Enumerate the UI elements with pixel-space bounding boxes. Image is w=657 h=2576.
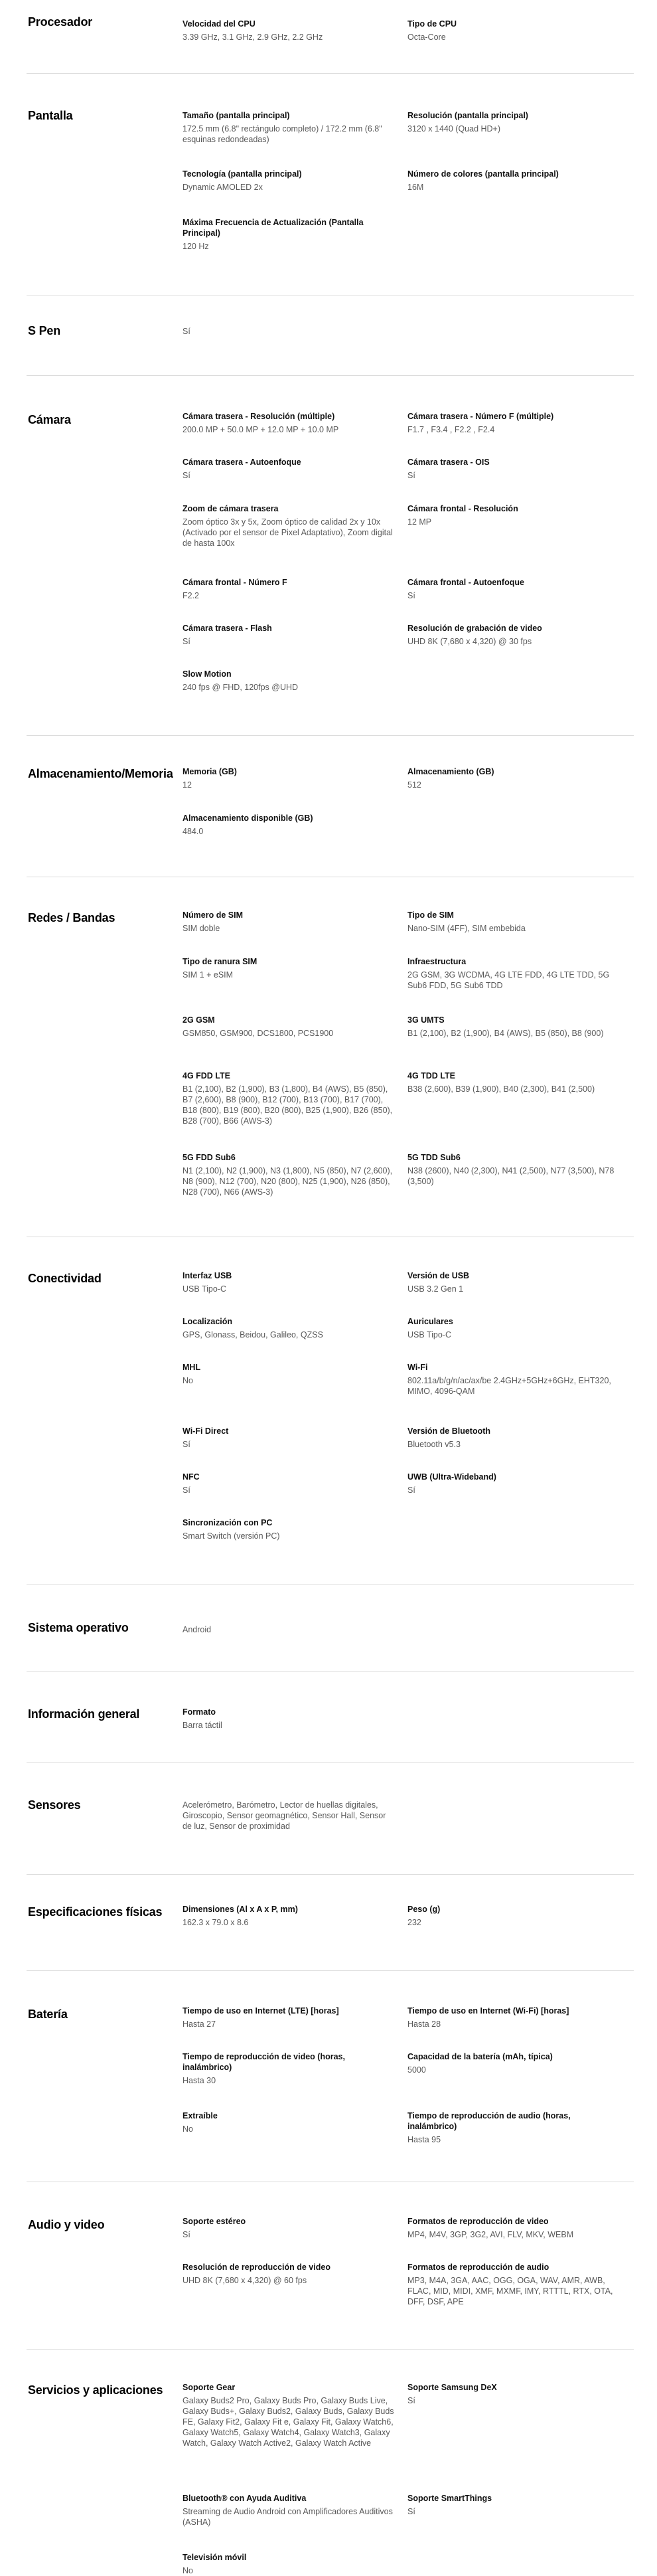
spec-item — [407, 169, 620, 193]
spec-value: 3.39 GHz, 3.1 GHz, 2.9 GHz, 2.2 GHz — [183, 33, 323, 42]
section-title: Almacenamiento/Memoria — [28, 767, 173, 780]
spec-label: Almacenamiento disponible (GB) — [183, 814, 313, 823]
section-title: S Pen — [28, 324, 61, 337]
section-title: Procesador — [28, 15, 93, 29]
spec-label: Tipo de CPU — [407, 19, 457, 29]
spec-item — [183, 1362, 395, 1386]
spec-item — [407, 1362, 620, 1397]
spec-item — [407, 2493, 620, 2517]
spec-item — [183, 2110, 395, 2134]
spec-value: Barra táctil — [183, 1721, 222, 1730]
spec-item — [407, 1071, 620, 1094]
spec-value: USB Tipo-C — [407, 1330, 451, 1339]
spec-label: Cámara frontal - Resolución — [407, 504, 518, 513]
spec-label: Extraíble — [183, 2111, 218, 2120]
spec-value: 3120 x 1440 (Quad HD+) — [407, 124, 501, 133]
section-title: Pantalla — [28, 109, 73, 122]
spec-item — [183, 1517, 395, 1541]
spec-label: Localización — [183, 1317, 233, 1326]
spec-label: Almacenamiento (GB) — [407, 767, 494, 776]
spec-item — [407, 2051, 620, 2075]
spec-item — [183, 910, 395, 934]
spec-item — [183, 956, 395, 980]
section-divider — [27, 1671, 634, 1672]
section-title: Información general — [28, 1707, 140, 1721]
spec-item — [183, 766, 395, 790]
section-title: Especificaciones físicas — [28, 1905, 163, 1919]
spec-label: Formato — [183, 1707, 216, 1717]
spec-value: Sí — [407, 1486, 415, 1495]
spec-item — [183, 1152, 395, 1197]
spec-value: F2.2 — [183, 591, 200, 600]
spec-item — [183, 2493, 395, 2528]
spec-item — [407, 577, 620, 601]
spec-value: B38 (2,600), B39 (1,900), B40 (2,300), B41 (2,500) — [407, 1084, 595, 1094]
spec-value: F1.7 , F3.4 , F2.2 , F2.4 — [407, 425, 495, 434]
section-title: Audio y video — [28, 2218, 105, 2231]
spec-item — [407, 1426, 620, 1450]
spec-item — [407, 2110, 620, 2145]
spec-item — [183, 2006, 395, 2029]
section-divider — [27, 73, 634, 74]
spec-item — [183, 2051, 395, 2086]
spec-value: USB 3.2 Gen 1 — [407, 1284, 464, 1294]
spec-item — [183, 2262, 395, 2286]
spec-label: Resolución de grabación de video — [407, 624, 542, 633]
spec-value: 172.5 mm (6.8" rectángulo completo) / 172.2 mm (6.8" esquinas redondeadas) — [183, 124, 382, 144]
spec-label: 4G TDD LTE — [407, 1071, 455, 1080]
spec-value: USB Tipo-C — [183, 1284, 226, 1294]
spec-value: GPS, Glonass, Beidou, Galileo, QZSS — [183, 1330, 323, 1339]
spec-item — [407, 1152, 620, 1187]
spec-value: 484.0 — [183, 827, 204, 836]
spec-value: Sí — [183, 637, 190, 646]
spec-label: Soporte SmartThings — [407, 2494, 492, 2503]
spec-label: Velocidad del CPU — [183, 19, 256, 29]
spec-value: Sí — [407, 2396, 415, 2405]
spec-label: Soporte estéreo — [183, 2217, 246, 2226]
spec-label: Bluetooth® con Ayuda Auditiva — [183, 2494, 307, 2503]
spec-label: Máxima Frecuencia de Actualización (Pantalla Principal) — [183, 218, 364, 238]
spec-label: Formatos de reproducción de video — [407, 2217, 549, 2226]
spec-item — [183, 169, 395, 193]
spec-item — [407, 1904, 620, 1928]
spec-item — [407, 766, 620, 790]
spec-label: Cámara trasera - Autoenfoque — [183, 458, 301, 467]
spec-value: Dynamic AMOLED 2x — [183, 183, 263, 192]
spec-value: Sí — [183, 471, 190, 480]
spec-value: Octa-Core — [407, 33, 446, 42]
section-divider — [27, 1762, 634, 1763]
spec-item — [407, 910, 620, 934]
spec-item — [183, 1904, 395, 1928]
spec-label: Soporte Gear — [183, 2383, 236, 2392]
spec-item — [407, 19, 620, 43]
section-title: Cámara — [28, 413, 71, 426]
spec-value: 16M — [407, 183, 424, 192]
spec-value: No — [183, 1376, 193, 1385]
spec-item — [183, 1800, 395, 1832]
spec-item — [183, 813, 395, 837]
spec-item — [183, 2216, 395, 2240]
spec-label: Peso (g) — [407, 1905, 441, 1914]
spec-label: Cámara frontal - Autoenfoque — [407, 578, 524, 587]
spec-label: Número de SIM — [183, 910, 243, 920]
spec-label: Versión de USB — [407, 1271, 470, 1280]
spec-label: Tipo de SIM — [407, 910, 454, 920]
spec-item — [183, 326, 395, 337]
spec-item — [407, 1270, 620, 1294]
spec-value: 2G GSM, 3G WCDMA, 4G LTE FDD, 4G LTE TDD, 5G Sub6 FDD, 5G Sub6 TDD — [407, 970, 610, 990]
spec-value: Zoom óptico 3x y 5x, Zoom óptico de calidad 2x y 10x (Activado por el sensor de Pixel Adaptativo), Zoom digital de hasta 100x — [183, 517, 393, 548]
spec-value: N38 (2600), N40 (2,300), N41 (2,500), N77 (3,500), N78 (3,500) — [407, 1166, 615, 1186]
spec-value: Hasta 30 — [183, 2076, 216, 2085]
spec-item — [183, 503, 395, 549]
spec-label: Soporte Samsung DeX — [407, 2383, 497, 2392]
spec-label: NFC — [183, 1472, 200, 1482]
spec-item — [407, 503, 620, 527]
spec-label: Wi-Fi Direct — [183, 1426, 229, 1436]
spec-label: Cámara trasera - Número F (múltiple) — [407, 412, 554, 421]
spec-item — [183, 1426, 395, 1450]
section-title: Conectividad — [28, 1272, 102, 1285]
spec-value: Sí — [183, 2230, 190, 2239]
spec-item — [183, 1707, 395, 1731]
spec-value: 162.3 x 79.0 x 8.6 — [183, 1918, 249, 1927]
spec-value: N1 (2,100), N2 (1,900), N3 (1,800), N5 (850), N7 (2,600), N8 (900), N12 (700), N20 (800), N25 (1,900), N26 (850), N28 (700), N66 (AWS-3) — [183, 1166, 393, 1197]
spec-value: 232 — [407, 1918, 421, 1927]
spec-label: Número de colores (pantalla principal) — [407, 169, 559, 179]
spec-value: Bluetooth v5.3 — [407, 1440, 461, 1449]
spec-item — [407, 457, 620, 481]
spec-label: Dimensiones (Al x A x P, mm) — [183, 1905, 298, 1914]
section-title: Redes / Bandas — [28, 911, 115, 924]
spec-value: 200.0 MP + 50.0 MP + 12.0 MP + 10.0 MP — [183, 425, 339, 434]
spec-label: Tecnología (pantalla principal) — [183, 169, 302, 179]
spec-label: Slow Motion — [183, 669, 232, 679]
spec-label: Cámara trasera - OIS — [407, 458, 490, 467]
spec-label: Resolución (pantalla principal) — [407, 111, 528, 120]
spec-label: 4G FDD LTE — [183, 1071, 230, 1080]
spec-item — [183, 577, 395, 601]
spec-item — [407, 2382, 620, 2406]
spec-value: UHD 8K (7,680 x 4,320) @ 30 fps — [407, 637, 532, 646]
spec-item — [183, 2552, 395, 2576]
section-title: Sistema operativo — [28, 1621, 129, 1634]
spec-value: B1 (2,100), B2 (1,900), B3 (1,800), B4 (AWS), B5 (850), B7 (2,600), B8 (900), B12 (700), B13 (700), B17 (700), B18 (800), B19 (800), B20 (800), B25 (1,900), B26 (850), B28 (700), B66 (AWS-3) — [183, 1084, 393, 1126]
spec-label: Infraestructura — [407, 957, 467, 966]
spec-value: B1 (2,100), B2 (1,900), B4 (AWS), B5 (850), B8 (900) — [407, 1029, 604, 1038]
spec-value: Sí — [407, 471, 415, 480]
spec-label: Capacidad de la batería (mAh, típica) — [407, 2052, 553, 2061]
spec-item — [183, 19, 395, 43]
spec-value: Streaming de Audio Android con Amplificadores Auditivos (ASHA) — [183, 2507, 393, 2527]
spec-item — [407, 2006, 620, 2029]
spec-value: Galaxy Buds2 Pro, Galaxy Buds Pro, Galaxy Buds Live, Galaxy Buds+, Galaxy Buds2, Galaxy Buds, Galaxy Buds FE, Galaxy Fit2, Galaxy Fit e, Galaxy Fit, Galaxy Watch6, Galaxy Watch5, Galaxy Watch4, Galaxy Watch3, Galaxy Watch, Galaxy Watch Active2, Galaxy Watch Active — [183, 2396, 394, 2448]
spec-label: 3G UMTS — [407, 1015, 445, 1025]
spec-item — [407, 2262, 620, 2307]
spec-item — [183, 457, 395, 481]
spec-item — [407, 411, 620, 435]
spec-label: 5G TDD Sub6 — [407, 1153, 461, 1162]
spec-value: Smart Switch (versión PC) — [183, 1531, 280, 1541]
spec-label: Memoria (GB) — [183, 767, 237, 776]
spec-label: Versión de Bluetooth — [407, 1426, 491, 1436]
spec-value: 5000 — [407, 2065, 426, 2075]
spec-value: Hasta 27 — [183, 2019, 216, 2029]
spec-label: Tiempo de reproducción de video (horas, inalámbrico) — [183, 2052, 345, 2072]
spec-item — [183, 2382, 395, 2448]
spec-label: Televisión móvil — [183, 2553, 247, 2562]
section-title: Batería — [28, 2008, 68, 2021]
spec-label: Auriculares — [407, 1317, 453, 1326]
spec-label: Cámara trasera - Resolución (múltiple) — [183, 412, 335, 421]
spec-item — [183, 1472, 395, 1496]
spec-value: UHD 8K (7,680 x 4,320) @ 60 fps — [183, 2276, 307, 2285]
spec-item — [407, 623, 620, 647]
section-title: Sensores — [28, 1798, 81, 1812]
spec-item — [183, 623, 395, 647]
spec-label: Cámara trasera - Flash — [183, 624, 272, 633]
spec-label: UWB (Ultra-Wideband) — [407, 1472, 496, 1482]
spec-item — [183, 1624, 395, 1635]
spec-label: Zoom de cámara trasera — [183, 504, 279, 513]
section-divider — [27, 1970, 634, 1971]
spec-item — [407, 1472, 620, 1496]
spec-label: Formatos de reproducción de audio — [407, 2263, 549, 2272]
spec-item — [407, 1316, 620, 1340]
spec-value: Sí — [183, 327, 190, 336]
spec-label: Resolución de reproducción de video — [183, 2263, 330, 2272]
spec-item — [183, 217, 395, 252]
spec-item — [183, 1270, 395, 1294]
spec-value: No — [183, 2566, 193, 2575]
spec-value: Android — [183, 1625, 212, 1634]
spec-value: 802.11a/b/g/n/ac/ax/be 2.4GHz+5GHz+6GHz, EHT320, MIMO, 4096-QAM — [407, 1376, 611, 1396]
spec-item — [407, 110, 620, 134]
spec-label: 2G GSM — [183, 1015, 215, 1025]
spec-label: MHL — [183, 1363, 201, 1372]
spec-label: Tiempo de reproducción de audio (horas, inalámbrico) — [407, 2111, 571, 2131]
section-divider — [27, 735, 634, 736]
spec-value: GSM850, GSM900, DCS1800, PCS1900 — [183, 1029, 334, 1038]
spec-item — [183, 1316, 395, 1340]
section-divider — [27, 375, 634, 376]
spec-value: Hasta 28 — [407, 2019, 441, 2029]
section-divider — [27, 1874, 634, 1875]
spec-value: 12 MP — [407, 517, 432, 527]
spec-value: Sí — [407, 2507, 415, 2516]
spec-item — [407, 2216, 620, 2240]
spec-label: Sincronización con PC — [183, 1518, 273, 1527]
spec-value: Sí — [407, 591, 415, 600]
section-title: Servicios y aplicaciones — [28, 2383, 163, 2397]
spec-value: 512 — [407, 780, 421, 790]
spec-item — [183, 1071, 395, 1126]
spec-value: Acelerómetro, Barómetro, Lector de huellas digitales, Giroscopio, Sensor geomagnético, Sensor Hall, Sensor de luz, Sensor de proximidad — [183, 1800, 386, 1831]
spec-label: Wi-Fi — [407, 1363, 428, 1372]
spec-item — [183, 669, 395, 693]
spec-label: Tipo de ranura SIM — [183, 957, 257, 966]
spec-value: Sí — [183, 1440, 190, 1449]
spec-value: MP4, M4V, 3GP, 3G2, AVI, FLV, MKV, WEBM — [407, 2230, 574, 2239]
spec-value: SIM doble — [183, 924, 220, 933]
spec-item — [407, 956, 620, 991]
spec-value: 120 Hz — [183, 242, 209, 251]
spec-item — [183, 110, 395, 145]
spec-item — [183, 1015, 395, 1039]
spec-item — [407, 1015, 620, 1039]
spec-value: 240 fps @ FHD, 120fps @UHD — [183, 683, 299, 692]
section-divider — [27, 2349, 634, 2350]
spec-label: Cámara frontal - Número F — [183, 578, 287, 587]
spec-label: 5G FDD Sub6 — [183, 1153, 236, 1162]
spec-label: Tiempo de uso en Internet (Wi-Fi) [horas] — [407, 2006, 569, 2016]
spec-value: SIM 1 + eSIM — [183, 970, 234, 980]
spec-value: 12 — [183, 780, 192, 790]
spec-value: Sí — [183, 1486, 190, 1495]
spec-value: Hasta 95 — [407, 2135, 441, 2144]
spec-value: No — [183, 2124, 193, 2134]
spec-label: Tamaño (pantalla principal) — [183, 111, 290, 120]
spec-value: MP3, M4A, 3GA, AAC, OGG, OGA, WAV, AMR, AWB, FLAC, MID, MIDI, XMF, MXMF, IMY, RTTTL, RTX, OTA, DFF, DSF, APE — [407, 2276, 613, 2306]
spec-label: Tiempo de uso en Internet (LTE) [horas] — [183, 2006, 339, 2016]
spec-label: Interfaz USB — [183, 1271, 232, 1280]
spec-value: Nano-SIM (4FF), SIM embebida — [407, 924, 526, 933]
spec-item — [183, 411, 395, 435]
